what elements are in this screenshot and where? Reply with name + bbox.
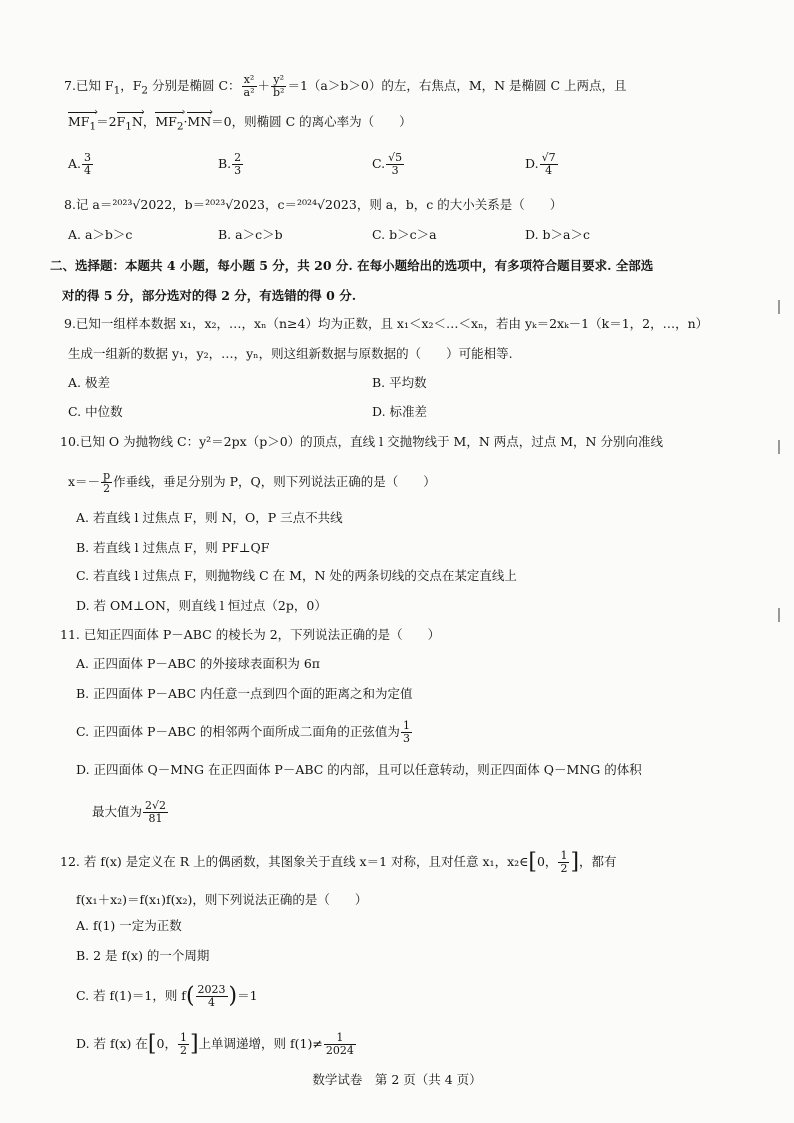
margin-mark — [778, 440, 780, 454]
q10-option-a: A. 若直线 l 过焦点 F，则 N，O，P 三点不共线 — [76, 510, 343, 525]
q8-option-d: D. b＞a＞c — [525, 227, 590, 242]
q11-option-a: A. 正四面体 P－ABC 的外接球表面积为 6π — [76, 656, 320, 671]
q11-option-d-line1: D. 正四面体 Q－MNG 在正四面体 P－ABC 的内部，且可以任意转动，则正四面体 Q－MNG 的体积 — [76, 762, 642, 777]
q9-stem-line1: 9.已知一组样本数据 x₁，x₂，…，xₙ（n≥4）均为正数，且 x₁＜x₂＜…＜xₙ，若由 yₖ＝2xₖ－1（k＝1，2，…，n） — [64, 316, 709, 331]
q10-option-b: B. 若直线 l 过焦点 F，则 PF⊥QF — [76, 540, 270, 555]
q7-option-b: B. $\frac{2}{3}$ — [218, 151, 242, 177]
q8-stem: 8.记 a＝²⁰²³√2022，b＝²⁰²³√2023，c＝²⁰²⁴√2023，则 a，b，c 的大小关系是（ ） — [64, 197, 563, 212]
section2-heading-line1: 二、选择题：本题共 4 小题，每小题 5 分，共 20 分. 在每小题给出的选项中，有多项符合题目要求. 全部选 — [50, 258, 654, 273]
q11-option-b: B. 正四面体 P－ABC 内任意一点到四个面的距离之和为定值 — [76, 686, 413, 701]
q7-stem-line1: 7.已知 $F_1$，$F_2$ 分别是椭圆 C： $\frac{\text{x²}}{\text{a²}}$ ＋ $\frac{\text{y²}}{\text{b²}}$ ＝1（a＞b＞0）的左，右焦点，M，N 是椭圆 C 上两点，且 — [64, 73, 627, 99]
q11-option-d-line2: 最大值为 $\frac{2√2}{81}$ — [92, 799, 167, 825]
q9-stem-line2: 生成一组新的数据 y₁，y₂，…，yₙ，则这组新数据与原数据的（ ）可能相等. — [68, 346, 513, 361]
q8-option-a: A. a＞b＞c — [68, 227, 133, 242]
q12-stem-line1: 12. 若 f(x) 是定义在 R 上的偶函数，其图象关于直线 x＝1 对称，且对任意 x₁，x₂∈[0， $\frac{1}{2}$ ]，都有 — [60, 849, 617, 875]
margin-mark — [778, 608, 780, 622]
page-footer: 数学试卷 第 2 页（共 4 页） — [312, 1072, 482, 1087]
q9-option-a: A. 极差 — [68, 375, 110, 390]
section2-heading-line2: 对的得 5 分，部分选对的得 2 分，有选错的得 0 分. — [62, 288, 357, 303]
margin-mark — [778, 300, 780, 314]
q7-y-frac: $\frac{\text{y²}}{\text{b²}}$ — [273, 73, 285, 99]
q8-option-b: B. a＞c＞b — [218, 227, 283, 242]
q7-option-a: A. $\frac{3}{4}$ — [68, 151, 92, 177]
q9-option-b: B. 平均数 — [372, 375, 427, 390]
q8-option-c: C. b＞c＞a — [372, 227, 437, 242]
q7-stem-line2: $MF_1$ $›=2F_1N$ ›，$MF_2$ ›·MN ›＝0，则椭圆 C 的离心率为（ ） — [68, 114, 412, 135]
q10-option-c: C. 若直线 l 过焦点 F，则抛物线 C 在 M，N 处的两条切线的交点在某定直线上 — [76, 568, 517, 583]
q11-option-c: C. 正四面体 P－ABC 的相邻两个面所成二面角的正弦值为 $\frac{1}{3}$ — [76, 719, 410, 745]
q10-stem-line1: 10.已知 O 为抛物线 C：y²＝2px（p＞0）的顶点，直线 l 交抛物线于 M，N 两点，过点 M，N 分别向准线 — [60, 434, 663, 449]
q11-stem: 11. 已知正四面体 P－ABC 的棱长为 2，下列说法正确的是（ ） — [60, 627, 441, 642]
q10-stem-line2: x＝－ $\frac{p}{2}$ 作垂线，垂足分别为 P，Q，则下列说法正确的是（ ） — [68, 469, 436, 495]
q9-option-d: D. 标准差 — [372, 404, 428, 419]
q12-stem-line2: f(x₁＋x₂)＝f(x₁)f(x₂)，则下列说法正确的是（ ） — [76, 892, 368, 907]
q7-option-d: D. $\frac{√7}{4}$ — [525, 151, 556, 177]
q10-option-d: D. 若 OM⊥ON，则直线 l 恒过点（2p，0） — [76, 598, 327, 613]
q7-option-c: C. $\frac{√5}{3}$ — [372, 151, 403, 177]
q7-x-frac: $\frac{\text{x²}}{\text{a²}}$ — [243, 73, 255, 99]
q9-option-c: C. 中位数 — [68, 404, 123, 419]
q12-option-a: A. f(1) 一定为正数 — [76, 918, 182, 933]
q12-option-c: C. 若 f(1)＝1，则 f( $\frac{2023}{4}$ )＝1 — [76, 983, 258, 1009]
q12-option-b: B. 2 是 f(x) 的一个周期 — [76, 948, 210, 963]
q12-option-d: D. 若 f(x) 在[0， $\frac{1}{2}$ ]上单调递增，则 f(1)≠ $\frac{1}{2024}$ — [76, 1031, 354, 1057]
